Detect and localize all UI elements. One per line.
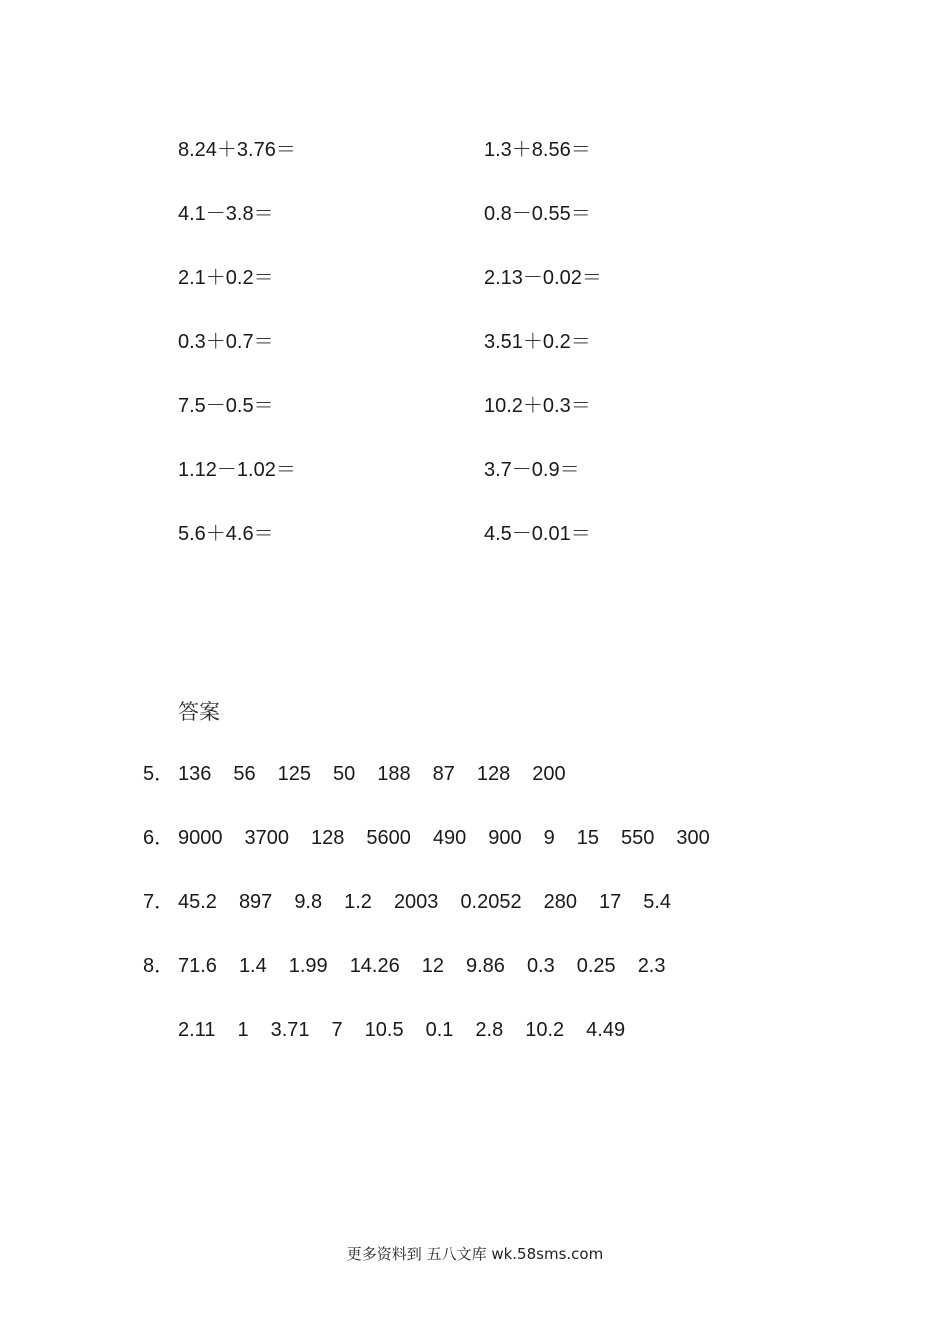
answer-row [143,760,863,824]
answer-value: 9000 [178,827,223,849]
problem-row [178,264,818,328]
answer-row [143,952,863,1016]
problem-grid [178,136,818,584]
answer-value: 5600 [366,827,411,849]
answer-value: 4.49 [586,1019,626,1041]
answer-value: 12 [421,955,444,977]
problem-row [178,520,818,584]
answer-value: 9.8 [294,891,323,913]
answer-values [178,952,688,980]
answer-value: 0.2052 [460,891,522,913]
answer-value: 2003 [393,891,439,913]
answer-values [178,824,732,852]
answer-value: 3.71 [270,1019,310,1041]
problem-right: 2.13－0.02＝ [484,267,602,289]
answer-number: 7． [143,891,175,913]
answer-value: 45.2 [178,891,217,913]
answer-values [178,1016,647,1044]
answers-list [143,760,863,1080]
problem-left: 7.5－0.5＝ [178,395,274,417]
answer-value: 0.25 [576,955,616,977]
answer-value: 1.4 [238,955,267,977]
answer-value: 280 [543,891,577,913]
answer-value: 5.4 [643,891,672,913]
answer-value: 50 [333,763,356,785]
answer-value: 56 [233,763,256,785]
answer-number: 6． [143,827,175,849]
problem-left: 5.6＋4.6＝ [178,523,274,545]
answer-value: 14.26 [349,955,400,977]
problem-left: 4.1－3.8＝ [178,203,274,225]
problem-right: 1.3＋8.56＝ [484,139,591,161]
problem-left: 0.3＋0.7＝ [178,331,274,353]
answer-value: 897 [238,891,273,913]
answer-row [143,1016,863,1080]
problem-left: 1.12－1.02＝ [178,459,296,481]
answer-value: 550 [621,827,655,849]
answer-value: 10.2 [525,1019,565,1041]
footer-text: 更多资料到 五八文库 wk.58sms.com [346,1245,604,1263]
answer-values [178,888,693,916]
problem-right: 4.5－0.01＝ [484,523,591,545]
problem-left: 8.24＋3.76＝ [178,139,296,161]
problem-right: 0.8－0.55＝ [484,203,591,225]
problem-left: 2.1＋0.2＝ [178,267,274,289]
answer-value: 125 [277,763,311,785]
answer-value: 1.2 [344,891,372,913]
answers-heading: 答案 [178,700,220,724]
answer-value: 1.99 [288,955,328,977]
answer-value: 136 [178,763,212,785]
answer-value: 3700 [244,827,289,849]
answer-value: 10.5 [364,1019,404,1041]
answer-value: 300 [676,827,710,849]
answer-value: 15 [576,827,599,849]
answer-value: 2.8 [475,1019,504,1041]
problem-right: 10.2＋0.3＝ [484,395,591,417]
answer-value: 188 [377,763,411,785]
answer-number: 8． [143,955,175,977]
answer-value: 2.3 [637,955,666,977]
answer-value: 1 [237,1019,249,1041]
problem-row [178,456,818,520]
answer-value: 87 [432,763,455,785]
answer-row [143,888,863,952]
answer-value: 0.3 [526,955,555,977]
answer-value: 200 [532,763,566,785]
answer-values [178,760,588,788]
problem-right: 3.51＋0.2＝ [484,331,591,353]
answer-row [143,824,863,888]
problem-row [178,200,818,264]
answer-value: 0.1 [425,1019,454,1041]
answer-value: 128 [311,827,345,849]
answer-number: 5． [143,763,175,785]
problem-right: 3.7－0.9＝ [484,459,580,481]
problem-row [178,136,818,200]
answer-value: 2.11 [178,1019,216,1041]
answer-value: 128 [476,763,511,785]
problem-row [178,392,818,456]
answer-value: 7 [331,1019,343,1041]
problem-row [178,328,818,392]
answer-value: 9 [543,827,555,849]
answer-value: 71.6 [178,955,217,977]
answer-value: 17 [598,891,622,913]
answer-value: 900 [488,827,522,849]
answer-value: 9.86 [466,955,505,977]
answer-value: 490 [432,827,467,849]
